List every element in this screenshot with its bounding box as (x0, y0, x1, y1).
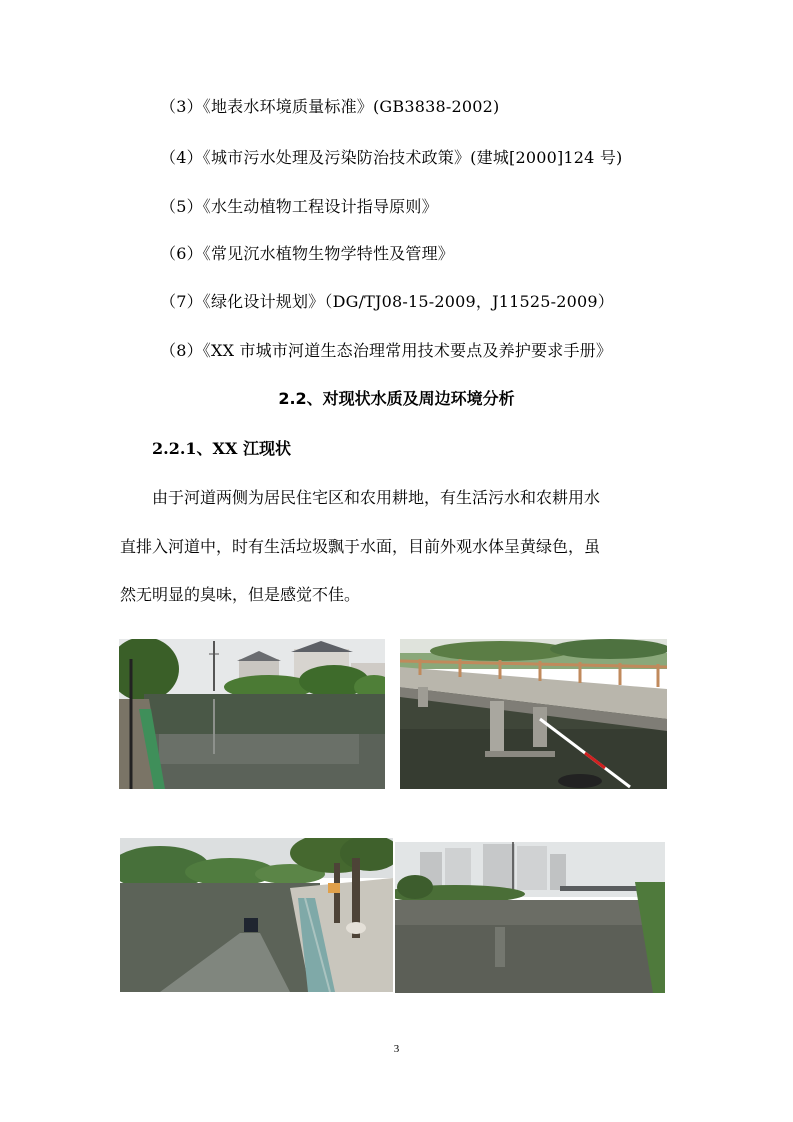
subsection-heading: 2.2.1、XX 江现状 (152, 439, 291, 458)
reference-item-3: （3）《地表水环境质量标准》(GB3838-2002) (160, 97, 500, 116)
reference-item-5: （5）《水生动植物工程设计指导原则》 (160, 197, 438, 216)
river-photo-houses (119, 639, 385, 789)
river-photo-city (395, 842, 665, 993)
paragraph-line-1: 由于河道两侧为居民住宅区和农用耕地，有生活污水和农耕用水 (152, 488, 601, 507)
reference-item-8: （8）《XX 市城市河道生态治理常用技术要点及养护要求手册》 (160, 341, 613, 360)
river-photo-bridge (400, 639, 667, 789)
reference-item-6: （6）《常见沉水植物生物学特性及管理》 (160, 244, 454, 263)
reference-item-7: （7）《绿化设计规划》（DG/TJ08-15-2009，J11525-2009） (160, 292, 614, 311)
page-number: 3 (393, 1043, 400, 1055)
paragraph-line-2: 直排入河道中，时有生活垃圾飘于水面，目前外观水体呈黄绿色，虽 (120, 537, 601, 556)
reference-item-4: （4）《城市污水处理及污染防治技术政策》(建城[2000]124 号) (160, 148, 623, 167)
paragraph-line-3: 然无明显的臭味，但是感觉不佳。 (120, 585, 361, 604)
section-heading: 2.2、对现状水质及周边环境分析 (278, 389, 515, 408)
river-photo-boat (120, 838, 393, 992)
